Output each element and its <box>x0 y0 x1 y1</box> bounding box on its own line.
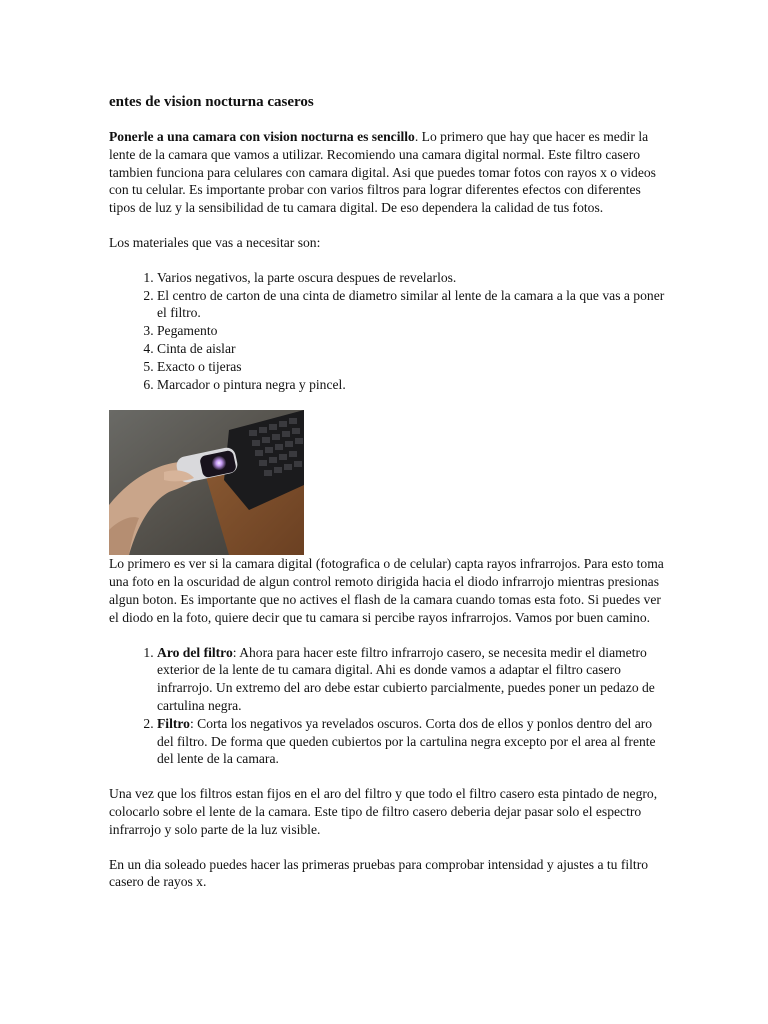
step-bold: Aro del filtro <box>157 644 233 660</box>
paint-paragraph: Una vez que los filtros estan fijos en el aro del filtro y que todo el filtro casero esta pintado de negro, colocarlo sobre el lente de la camara. Este tipo de filtro casero deberia dejar pasar solo el espectro infrarrojo y solo parte de la luz visible. <box>109 786 658 837</box>
intro-paragraph <box>109 128 669 217</box>
infrared-test-paragraph: Lo primero es ver si la camara digital (fotografica o de celular) capta rayos infrarrojos. Para esto toma una foto en la oscuridad de algun control remoto dirigida hacia el diodo infrarrojo mientras presionas algun boton. Es importante que no actives el flash de la camara cuando tomas esta foto. Si puedes ver el diodo en la foto, quiere decir que tu camara si percibe rayos infrarrojos. Vamos por buen camino. <box>109 556 664 625</box>
materials-list <box>109 269 669 394</box>
list-item <box>157 644 669 715</box>
step-text: : Corta los negativos ya revelados oscuros. Corta dos de ellos y ponlos dentro del aro del filtro. De forma que queden cubiertos por la cartulina negra excepto por el area al frente del lente de la camara. <box>157 715 656 767</box>
step-text: : Ahora para hacer este filtro infrarrojo casero, se necesita medir el diametro exterior de la lente de tu camara digital. Ahi es donde vamos a adaptar el filtro casero infrarrojo. Un extremo del aro debe estar cubierto parcialmente, puedes poner un pedazo de cartulina negra. <box>157 644 655 713</box>
list-item: 2. El centro de carton de una cinta de diametro similar al lente de la camara a la que vas a poner el filtro. <box>157 287 669 323</box>
hand-remote-photo <box>109 410 304 555</box>
steps-list <box>109 644 669 769</box>
list-item: 1. Varios negativos, la parte oscura despues de revelarlos. <box>157 269 669 287</box>
intro-text: . Lo primero que hay que hacer es medir la lente de la camara que vamos a utilizar. Recomiendo una camara digital normal. Este filtro casero tambien funciona para celulares con camara digital. Asi que puedes tomar fotos con rayos x o videos con tu celular. Es importante probar con varios filtros para lograr diferentes efectos con diferentes tipos de luz y la sensibilidad de tu camara digital. De eso dependera la calidad de tus fotos. <box>109 129 656 216</box>
intro-bold: Ponerle a una camara con vision nocturna es sencillo <box>109 129 415 144</box>
list-item <box>157 715 669 768</box>
list-item: 5. Exacto o tijeras <box>157 358 669 376</box>
document-body <box>109 93 669 908</box>
list-item: 6. Marcador o pintura negra y pincel. <box>157 376 669 394</box>
step-bold: Filtro <box>157 715 190 731</box>
list-item: 3. Pegamento <box>157 322 669 340</box>
materials-heading: Los materiales que vas a necesitar son: <box>109 234 321 250</box>
document-title: entes de vision nocturna caseros <box>109 94 314 110</box>
test-paragraph: En un dia soleado puedes hacer las primeras pruebas para comprobar intensidad y ajustes a tu filtro casero de rayos x. <box>109 856 649 890</box>
list-item: 4. Cinta de aislar <box>157 340 669 358</box>
